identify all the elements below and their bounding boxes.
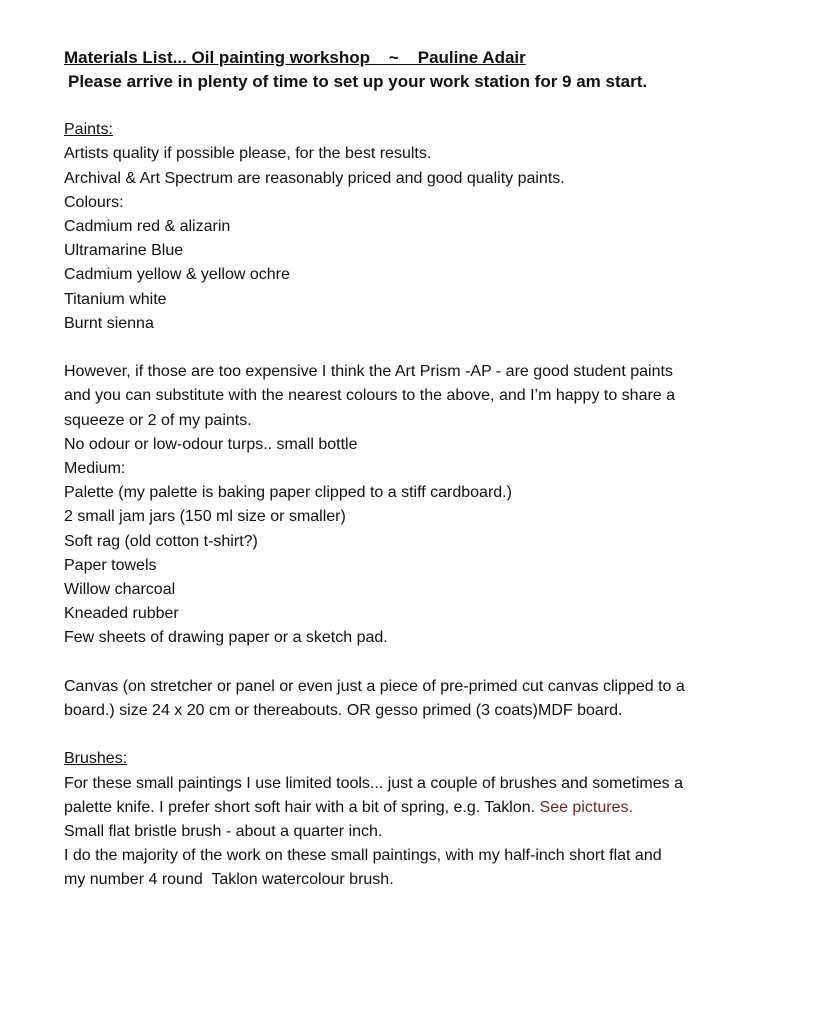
other-line: Palette (my palette is baking paper clipped to a stiff cardboard.) — [64, 484, 512, 502]
canvas-line: board.) size 24 x 20 cm or thereabouts. OR gesso primed (3 coats)MDF board. — [64, 702, 623, 720]
document-title: Materials List... Oil painting workshop ~ Pauline Adair — [64, 48, 526, 67]
paints-line: Artists quality if possible please, for the best results. — [64, 145, 432, 163]
brushes-line: Small flat bristle brush - about a quarter inch. — [64, 823, 383, 841]
other-line: Medium: — [64, 460, 126, 478]
brushes-heading: Brushes: — [64, 750, 128, 768]
other-line: 2 small jam jars (150 ml size or smaller) — [64, 508, 346, 526]
paints-line: Burnt sienna — [64, 314, 154, 332]
materials-document — [64, 46, 784, 893]
other-materials-section — [64, 360, 784, 650]
brushes-line: I do the majority of the work on these small paintings, with my half-inch short flat and — [64, 847, 662, 865]
other-line: Kneaded rubber — [64, 605, 179, 623]
other-line: Few sheets of drawing paper or a sketch pad. — [64, 629, 388, 647]
document-subtitle: Please arrive in plenty of time to set up your work station for 9 am start. — [68, 72, 648, 91]
spacer — [64, 651, 784, 675]
paints-line: Colours: — [64, 193, 124, 211]
spacer — [64, 94, 784, 118]
paints-section — [64, 118, 784, 336]
paints-line: Cadmium red & alizarin — [64, 218, 231, 235]
other-line: However, if those are too expensive I think the Art Prism -AP - are good student paints — [64, 363, 673, 381]
see-pictures-link[interactable]: See pictures. — [539, 798, 633, 816]
paints-line: Titanium white — [64, 290, 167, 308]
other-line: Willow charcoal — [64, 581, 176, 599]
brushes-line: For these small paintings I use limited tools... just a couple of brushes and sometimes a — [64, 774, 683, 792]
canvas-line: Canvas (on stretcher or panel or even just a piece of pre-primed cut canvas clipped to a — [64, 677, 685, 695]
other-line: Paper towels — [64, 556, 157, 574]
other-line: Soft rag (old cotton t-shirt?) — [64, 532, 258, 550]
paints-line: Archival & Art Spectrum are reasonably priced and good quality paints. — [64, 169, 565, 187]
paints-line: Ultramarine Blue — [64, 242, 184, 260]
spacer — [64, 336, 784, 360]
paints-heading: Paints: — [64, 121, 113, 139]
spacer — [64, 723, 784, 747]
other-line: squeeze or 2 of my paints. — [64, 411, 252, 429]
brushes-line: my number 4 round Taklon watercolour brush. — [64, 871, 394, 889]
canvas-section — [64, 675, 784, 723]
other-line: No odour or low-odour turps.. small bottle — [64, 435, 358, 453]
brushes-section — [64, 747, 784, 892]
other-line: and you can substitute with the nearest colours to the above, and I’m happy to share a — [64, 387, 676, 405]
brushes-line-text: palette knife. I prefer short soft hair with a bit of spring, e.g. Taklon. — [64, 798, 540, 816]
brushes-line — [64, 796, 784, 820]
paints-line: Cadmium yellow & yellow ochre — [64, 266, 290, 284]
